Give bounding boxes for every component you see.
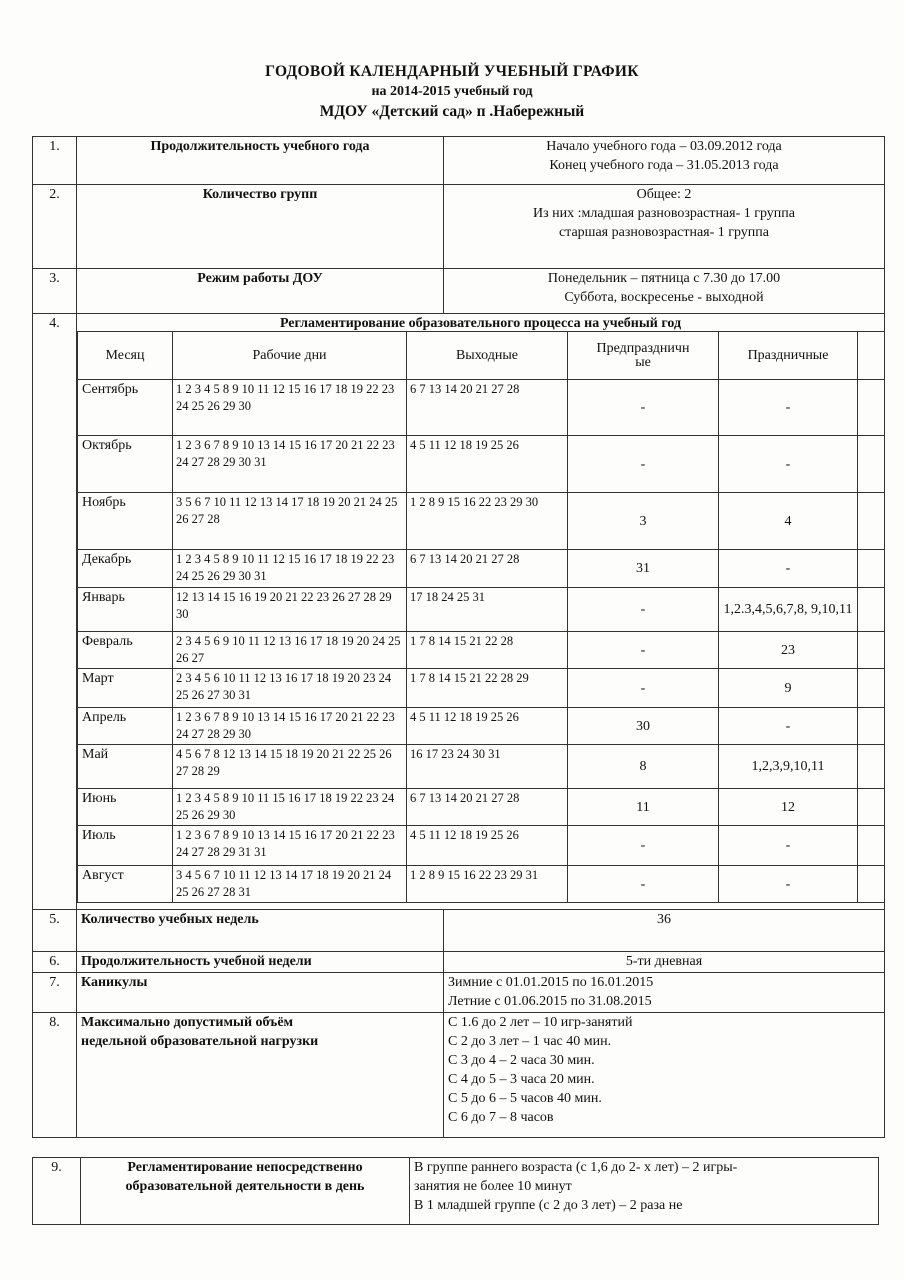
section-value: 5-ти дневная [444, 952, 885, 973]
section-value: Зимние с 01.01.2015 по 16.01.2015 Летние с 01.06.2015 по 31.08.2015 [444, 973, 885, 1013]
section-title: Регламентирование непосредственно образовательной деятельности в день [81, 1158, 410, 1225]
work-days-cell: 2 3 4 5 6 9 10 11 12 13 16 17 18 19 20 24 25 26 27 [173, 632, 407, 669]
pre-holiday-cell: 30 [568, 708, 719, 745]
pre-holiday-cell: - [568, 866, 719, 903]
calendar-row [78, 826, 885, 866]
section-title: Регламентирование образовательного процесса на учебный год [77, 314, 885, 910]
section-value: 36 [444, 910, 885, 952]
days-off-cell: 6 7 13 14 20 21 27 28 [407, 789, 568, 826]
pre-holiday-cell: - [568, 632, 719, 669]
holidays-cell: - [719, 866, 858, 903]
days-off-cell: 17 18 24 25 31 [407, 588, 568, 632]
section-value: Общее: 2 Из них :младшая разновозрастная- 1 группа старшая разновозрастная- 1 группа [444, 185, 885, 269]
work-days-cell: 1 2 3 6 7 8 9 10 13 14 15 16 17 20 21 22 23 24 27 28 29 30 [173, 708, 407, 745]
holidays-cell: - [719, 436, 858, 493]
calendar-row [78, 550, 885, 588]
pre-holiday-cell: - [568, 436, 719, 493]
section-title: Максимально допустимый объём недельной образовательной нагрузки [77, 1013, 444, 1138]
days-off-cell: 6 7 13 14 20 21 27 28 [407, 380, 568, 436]
calendar-row [78, 745, 885, 789]
calendar-row [78, 789, 885, 826]
days-off-cell: 1 7 8 14 15 21 22 28 29 [407, 669, 568, 708]
work-days-cell: 3 4 5 6 7 10 11 12 13 14 17 18 19 20 21 24 25 26 27 28 31 [173, 866, 407, 903]
month-cell: Март [78, 669, 173, 708]
header-month: Месяц [78, 332, 173, 380]
section-row-8 [33, 1013, 885, 1138]
section-number: 1. [33, 137, 77, 185]
section-9-table [32, 1157, 879, 1225]
section-row-5 [33, 910, 885, 952]
work-days-cell: 4 5 6 7 8 12 13 14 15 18 19 20 21 22 25 26 27 28 29 [173, 745, 407, 789]
month-cell: Сентябрь [78, 380, 173, 436]
holidays-cell: - [719, 826, 858, 866]
work-days-cell: 12 13 14 15 16 19 20 21 22 23 26 27 28 29 30 [173, 588, 407, 632]
section-value: Понедельник – пятница с 7.30 до 17.00 Суббота, воскресенье - выходной [444, 269, 885, 314]
holidays-cell: 4 [719, 493, 858, 550]
header-holidays: Праздничные [719, 332, 858, 380]
holidays-cell: 9 [719, 669, 858, 708]
days-off-cell: 6 7 13 14 20 21 27 28 [407, 550, 568, 588]
blank-cell [858, 550, 885, 588]
calendar-row [78, 866, 885, 903]
blank-cell [858, 789, 885, 826]
work-days-cell: 2 3 4 5 6 10 11 12 13 16 17 18 19 20 23 24 25 26 27 30 31 [173, 669, 407, 708]
days-off-cell: 16 17 23 24 30 31 [407, 745, 568, 789]
holidays-cell: 1,2.3,4,5,6,7,8, 9,10,11 [719, 588, 858, 632]
calendar-row [78, 708, 885, 745]
section-row-7 [33, 973, 885, 1013]
days-off-cell: 4 5 11 12 18 19 25 26 [407, 708, 568, 745]
month-cell: Апрель [78, 708, 173, 745]
month-cell: Июль [78, 826, 173, 866]
calendar-row [78, 669, 885, 708]
document-title: ГОДОВОЙ КАЛЕНДАРНЫЙ УЧЕБНЫЙ ГРАФИК [265, 63, 639, 80]
blank-cell [858, 826, 885, 866]
section-title: Режим работы ДОУ [77, 269, 444, 314]
section-title: Количество групп [77, 185, 444, 269]
blank-cell [858, 436, 885, 493]
blank-cell [858, 669, 885, 708]
blank-cell [858, 866, 885, 903]
blank-cell [858, 493, 885, 550]
days-off-cell: 1 2 8 9 15 16 22 23 29 31 [407, 866, 568, 903]
blank-column [858, 332, 885, 380]
section-row-6 [33, 952, 885, 973]
section-value: С 1.6 до 2 лет – 10 игр-занятий С 2 до 3 лет – 1 час 40 мин. С 3 до 4 – 2 часа 30 мин. С 4 до 5 – 3 часа 20 мин. С 5 до 6 – 5 часов 40 мин. С 6 до 7 – 8 часов [444, 1013, 885, 1138]
calendar-row [78, 632, 885, 669]
holidays-cell: 23 [719, 632, 858, 669]
section-number: 3. [33, 269, 77, 314]
document-org: МДОУ «Детский сад» п .Набережный [319, 103, 585, 120]
section-number: 2. [33, 185, 77, 269]
section-number: 5. [33, 910, 77, 952]
pre-holiday-cell: - [568, 588, 719, 632]
blank-cell [858, 588, 885, 632]
section-row-3 [33, 269, 885, 314]
section-number: 7. [33, 973, 77, 1013]
header-pre-holiday: Предпраздничные [568, 332, 719, 380]
work-days-cell: 3 5 6 7 10 11 12 13 14 17 18 19 20 21 24 25 26 27 28 [173, 493, 407, 550]
section-row-9 [33, 1158, 879, 1225]
blank-cell [858, 708, 885, 745]
section-title: Каникулы [77, 973, 444, 1013]
document-year: на 2014-2015 учебный год [371, 84, 533, 99]
calendar-row [78, 588, 885, 632]
month-cell: Октябрь [78, 436, 173, 493]
pre-holiday-cell: 31 [568, 550, 719, 588]
header-days-off: Выходные [407, 332, 568, 380]
holidays-cell: 1,2,3,9,10,11 [719, 745, 858, 789]
blank-cell [858, 632, 885, 669]
pre-holiday-cell: - [568, 669, 719, 708]
month-cell: Январь [78, 588, 173, 632]
section-row-1 [33, 137, 885, 185]
section-title: Продолжительность учебного года [77, 137, 444, 185]
work-days-cell: 1 2 3 4 5 8 9 10 11 12 15 16 17 18 19 22 23 24 25 26 29 30 [173, 380, 407, 436]
holidays-cell: - [719, 380, 858, 436]
days-off-cell: 4 5 11 12 18 19 25 26 [407, 436, 568, 493]
work-days-cell: 1 2 3 4 5 8 9 10 11 12 15 16 17 18 19 22 23 24 25 26 29 30 31 [173, 550, 407, 588]
days-off-cell: 1 7 8 14 15 21 22 28 [407, 632, 568, 669]
document-header [0, 62, 904, 122]
work-days-cell: 1 2 3 6 7 8 9 10 13 14 15 16 17 20 21 22 23 24 27 28 29 31 31 [173, 826, 407, 866]
header-work-days: Рабочие дни [173, 332, 407, 380]
calendar-row [78, 380, 885, 436]
calendar-row [78, 436, 885, 493]
holidays-cell: 12 [719, 789, 858, 826]
calendar-body [78, 380, 885, 903]
month-cell: Август [78, 866, 173, 903]
days-off-cell: 4 5 11 12 18 19 25 26 [407, 826, 568, 866]
days-off-cell: 1 2 8 9 15 16 22 23 29 30 [407, 493, 568, 550]
section-number: 6. [33, 952, 77, 973]
section-title: Продолжительность учебной недели [77, 952, 444, 973]
section-value: В группе раннего возраста (с 1,6 до 2- х лет) – 2 игры- занятия не более 10 минут В 1 младшей группе (с 2 до 3 лет) – 2 раза не [410, 1158, 879, 1225]
pre-holiday-cell: 8 [568, 745, 719, 789]
pre-holiday-cell: 11 [568, 789, 719, 826]
pre-holiday-cell: - [568, 826, 719, 866]
calendar-row [78, 493, 885, 550]
blank-cell [858, 380, 885, 436]
calendar-table [77, 331, 885, 903]
section-number: 4. [33, 314, 77, 910]
pre-holiday-cell: - [568, 380, 719, 436]
blank-cell [858, 745, 885, 789]
section-title: Количество учебных недель [77, 910, 444, 952]
month-cell: Июнь [78, 789, 173, 826]
calendar-header-row [78, 332, 885, 380]
section-number: 8. [33, 1013, 77, 1138]
month-cell: Декабрь [78, 550, 173, 588]
month-cell: Ноябрь [78, 493, 173, 550]
holidays-cell: - [719, 708, 858, 745]
holidays-cell: - [719, 550, 858, 588]
section-number: 9. [33, 1158, 81, 1225]
month-cell: Май [78, 745, 173, 789]
work-days-cell: 1 2 3 6 7 8 9 10 13 14 15 16 17 20 21 22 23 24 27 28 29 30 31 [173, 436, 407, 493]
month-cell: Февраль [78, 632, 173, 669]
section-row-2 [33, 185, 885, 269]
work-days-cell: 1 2 3 4 5 8 9 10 11 15 16 17 18 19 22 23 24 25 26 29 30 [173, 789, 407, 826]
section-value: Начало учебного года – 03.09.2012 года Конец учебного года – 31.05.2013 года [444, 137, 885, 185]
pre-holiday-cell: 3 [568, 493, 719, 550]
